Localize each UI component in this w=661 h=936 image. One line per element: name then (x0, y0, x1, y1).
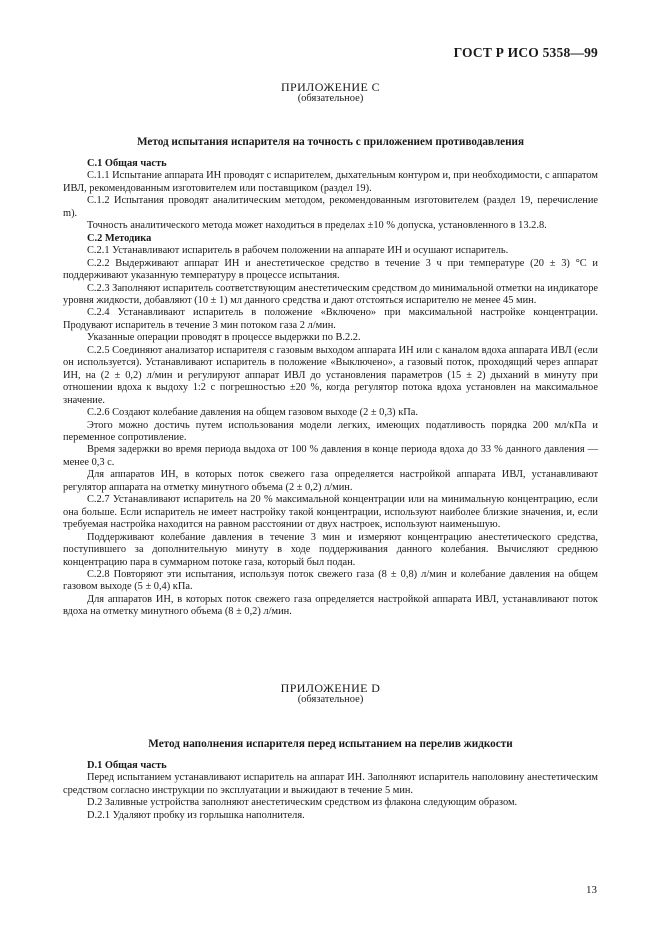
paragraph: D.2 Заливные устройства заполняют анестетическим средством из флакона следующим образом. (87, 797, 518, 809)
paragraph: С.1.1 Испытание аппарата ИН проводят с испарителем, дыхательным контуром и, при необходимости, с аппаратом ИВЛ, рекомендованным изготовителем или поставщиком (раздел 19). (63, 170, 598, 194)
appendix-d-status: (обязательное) (297, 694, 364, 705)
paragraph: Время задержки во время периода выдоха от 100 % давления в конце периода вдоха до 33 % данного давления — менее 0,3 с. (63, 444, 598, 468)
appendix-d-body (63, 760, 598, 822)
paragraph: D.2.1 Удаляют пробку из горлышка наполнителя. (87, 809, 305, 821)
appendix-c-status: (обязательное) (297, 93, 364, 104)
paragraph: Этого можно достичь путем использования модели легких, имеющих податливость порядка 200 мл/кПа и переменное сопротивление. (63, 419, 598, 443)
paragraph: С.1.2 Испытания проводят аналитическим методом, рекомендованным изготовителем (раздел 19, перечисление m). (63, 195, 598, 219)
appendix-c-title: Метод испытания испарителя на точность с приложением противодавления (136, 136, 525, 148)
paragraph: Перед испытанием устанавливают испаритель на аппарат ИН. Заполняют испаритель наполовину анестетическим средством согласно инструкции по эксплуатации и выжидают в течение 5 мин. (63, 772, 598, 796)
paragraph: С.2.8 Повторяют эти испытания, используя поток свежего газа (8 ± 0,8) л/мин и колебание давления на общем газовом выходе (5 ± 0,4) кПа. (63, 568, 598, 593)
section-heading: C.1 Общая часть (87, 158, 167, 169)
paragraph: С.2.6 Создают колебание давления на общем газовом выходе (2 ± 0,3) кПа. (87, 407, 418, 419)
paragraph: Для аппаратов ИН, в которых поток свежего газа определяется настройкой аппарата ИВЛ, устанавливают поток вдоха на отметку минутного объема (8 ± 0,2) л/мин. (63, 593, 598, 618)
paragraph: С.2.4 Устанавливают испаритель в положение «Включено» при максимальной настройке концентрации. Продувают испаритель в течение 3 мин потоком газа 2 л/мин. (63, 307, 598, 331)
page-number: 13 (586, 884, 597, 896)
paragraph: С.2.7 Устанавливают испаритель на 20 % максимальной концентрации или на минимальную концентрацию, если она больше. Если испаритель не имеет настройку такой концентрации, используют наиболее близкие значения, и, если требуемая настройка находится на равном расстоянии от двух настроек, используют наименьшую. (63, 494, 598, 531)
paragraph: Для аппаратов ИН, в которых поток свежего газа определяется настройкой аппарата ИВЛ, устанавливают регулятор аппарата на отметку минутного объема (2 ± 0,2) л/мин. (63, 469, 598, 493)
appendix-d-label: ПРИЛОЖЕНИЕ D (280, 681, 381, 695)
paragraph: Точность аналитического метода может находиться в пределах ±10 % допуска, установленного в 13.2.8. (87, 220, 547, 232)
section-heading: D.1 Общая часть (87, 760, 167, 771)
appendix-c-label: ПРИЛОЖЕНИЕ С (280, 80, 381, 94)
paragraph: С.2.3 Заполняют испаритель соответствующим анестетическим средством до минимальной отметки на индикаторе уровня жидкости, добавляют (10 ± 1) мл данного средства и дают отстояться испарителю не менее 45 мин. (63, 282, 598, 306)
section-heading: C.2 Методика (87, 232, 152, 244)
paragraph: С.2.2 Выдерживают аппарат ИН и анестетическое средство в течение 3 ч при температуре (20 ± 3) °С и поддерживают указанную температуру в процессе испытания. (63, 257, 598, 282)
paragraph: Поддерживают колебание давления в течение 3 мин и измеряют концентрацию анестетического средства, поступившего за дополнительную минуту в ходе поддерживания данного колебания. Вычисляют среднюю концентрацию пара в суммарном потоке газа, который был подан. (63, 531, 598, 568)
paragraph: С.2.1 Устанавливают испаритель в рабочем положении на аппарате ИН и осушают испаритель. (87, 245, 509, 257)
paragraph: С.2.5 Соединяют анализатор испарителя с газовым выходом аппарата ИН или с каналом вдоха аппарата ИВЛ (если он используется). Устанавливают испаритель в положение «Выключено», а газовый поток, проходящий через аппарат ИН, на (2 ± 0,2) л/мин и регулируют аппарат ИВЛ до установления параметров (15 ± 2) дыханий в минуту при отношении вдоха к выдоху 1:2 с погрешностью ±20 %, когда регулятор потока вдоха установлен на максимальное значение. (63, 344, 598, 406)
appendix-c-body (63, 158, 598, 619)
paragraph: Указанные операции проводят в процессе выдержки по В.2.2. (87, 332, 361, 344)
appendix-d-title: Метод наполнения испарителя перед испытанием на перелив жидкости (148, 738, 513, 750)
standard-header: ГОСТ Р ИСО 5358—99 (453, 45, 598, 60)
